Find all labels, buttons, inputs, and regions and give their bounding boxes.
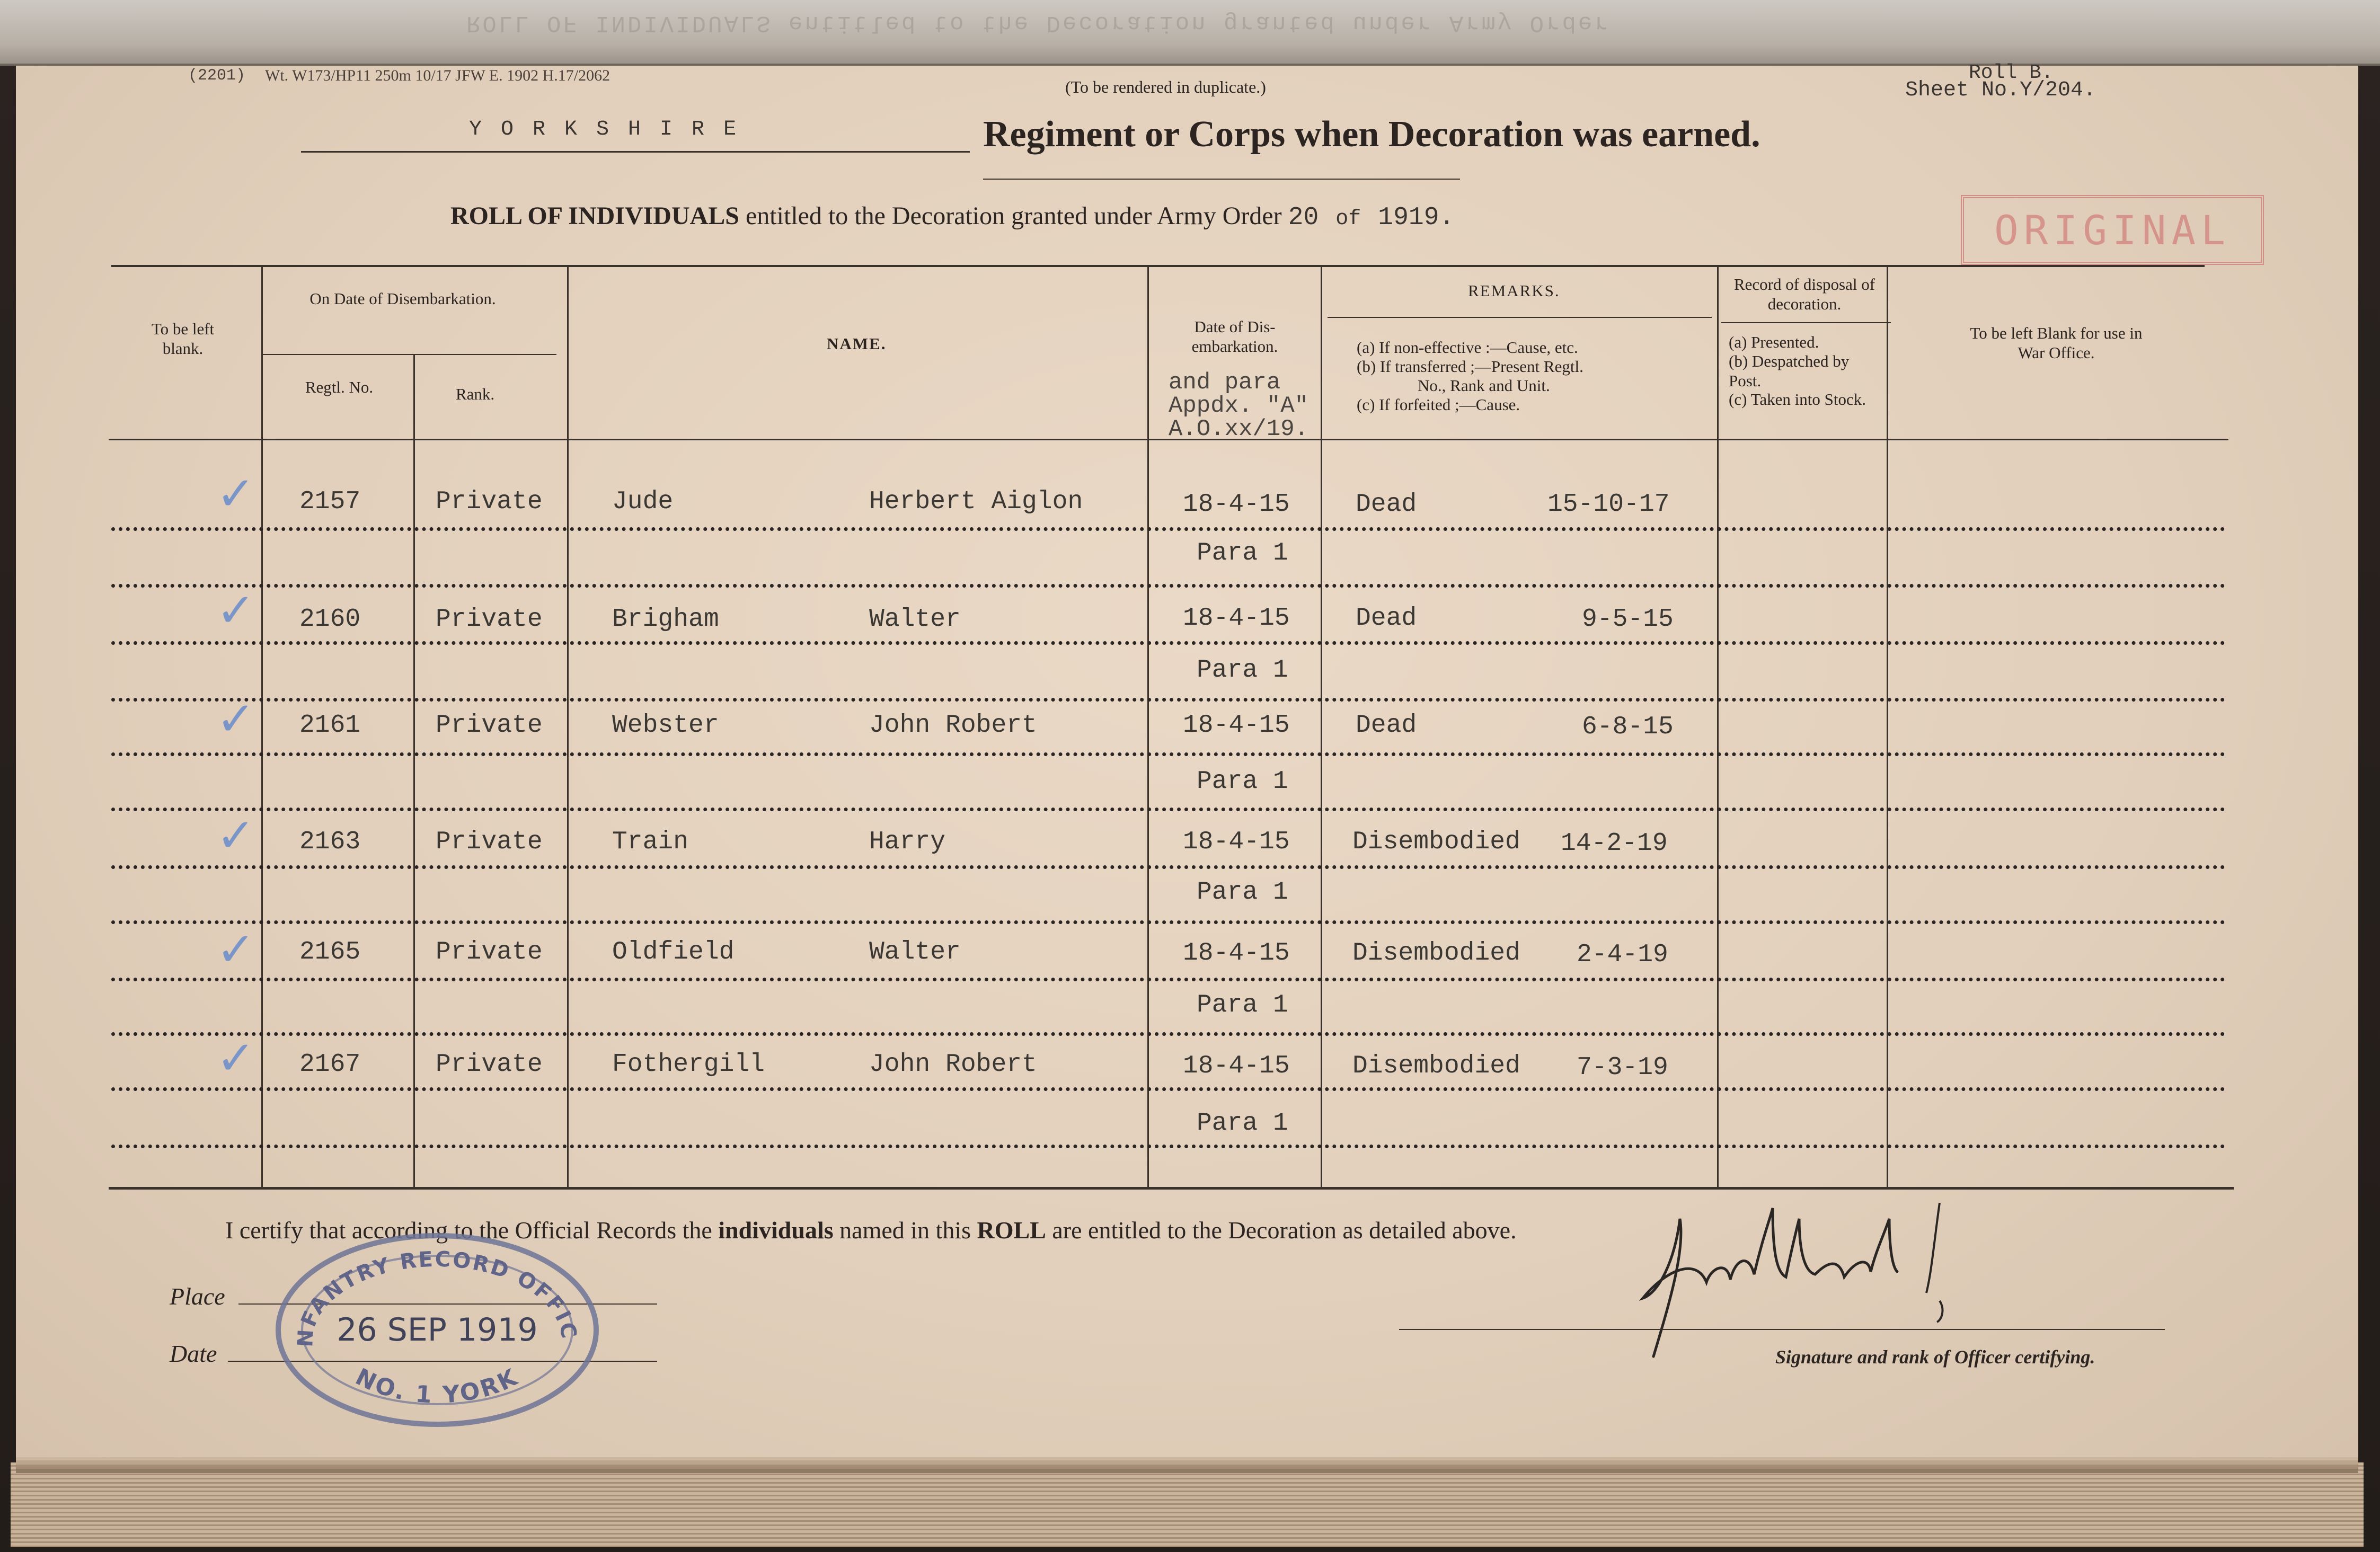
row-remark: Disembodied (1352, 1052, 1520, 1080)
row-regtl-no: 2165 (299, 938, 361, 966)
signature-scrawl (1622, 1187, 2003, 1367)
roll-title (450, 201, 1454, 232)
disposal-c: (c) Taken into Stock. (1729, 390, 1866, 409)
header-left-blank: To be left blank. (151, 320, 215, 358)
col-divider-3 (567, 266, 569, 1187)
col-divider-1 (261, 266, 263, 1187)
signature-line (1399, 1329, 2165, 1330)
dotted-line (111, 1032, 2226, 1036)
dotted-line (111, 808, 2226, 811)
header-rank: Rank. (456, 385, 495, 403)
certify-start: I certify that according to the Official Records the (225, 1217, 712, 1244)
previous-page-ghost-text: ROLL OF INDIVIDUALS entitled to the Decoration granted under Army Order (466, 10, 1611, 36)
svg-text:NO. 1 YORK (351, 1363, 524, 1409)
row-remark-date: 14-2-19 (1561, 829, 1668, 858)
row-forenames: John Robert (869, 1050, 1037, 1079)
row-remark-date: 2-4-19 (1577, 941, 1668, 969)
row-remark: Disembodied (1352, 828, 1520, 856)
header-remarks: REMARKS. (1468, 281, 1560, 300)
row-rank: Private (436, 828, 543, 856)
row-date: 18-4-15 (1183, 1052, 1290, 1080)
row-surname: Fothergill (612, 1050, 765, 1079)
row-forenames: John Robert (869, 711, 1037, 740)
col-divider-7 (1887, 266, 1888, 1187)
row-surname: Webster (612, 711, 719, 740)
row-rank: Private (436, 711, 543, 740)
stamp-date: 26 SEP 1919 (337, 1311, 538, 1349)
dotted-line (111, 920, 2226, 924)
remarks-b2: No., Rank and Unit. (1418, 376, 1550, 395)
col-divider-4 (1147, 266, 1149, 1187)
regiment-underline (301, 151, 970, 153)
header-war-office: To be left Blank for use in War Office. (1970, 324, 2143, 362)
row-rank: Private (436, 938, 543, 966)
row-surname: Brigham (612, 605, 719, 634)
certify-bold-individuals: individuals (718, 1217, 834, 1244)
roll-title-rest: entitled to the Decoration granted under Army Order (746, 202, 1282, 230)
header-date-typed: and para Appdx. "A" A.O.xx/19. (1169, 369, 1309, 442)
row-forenames: Walter (869, 938, 961, 966)
row-para: Para 1 (1197, 656, 1288, 685)
row-para: Para 1 (1197, 767, 1288, 796)
row-date: 18-4-15 (1183, 604, 1290, 633)
row-date: 18-4-15 (1183, 490, 1290, 519)
caption-underline (983, 179, 1460, 180)
certify-bold-roll: ROLL (977, 1217, 1046, 1244)
check-mark: ✓ (216, 922, 255, 977)
row-remark-date: 6-8-15 (1582, 713, 1674, 741)
title-of: of (1335, 207, 1361, 231)
row-regtl-no: 2167 (299, 1050, 361, 1079)
dotted-line (111, 752, 2226, 756)
row-remark: Dead (1356, 490, 1417, 519)
row-regtl-no: 2161 (299, 711, 361, 740)
row-para: Para 1 (1197, 1109, 1288, 1138)
check-mark: ✓ (216, 691, 255, 746)
col-divider-2 (413, 354, 415, 1187)
dotted-line (111, 978, 2226, 981)
row-rank: Private (436, 487, 543, 516)
stamp-bottom-text: NO. 1 YORK (351, 1363, 524, 1409)
regiment-name: Y O R K S H I R E (469, 118, 740, 141)
col-divider-6 (1717, 266, 1719, 1187)
dotted-line (111, 698, 2226, 702)
army-order-number: 20 (1288, 203, 1319, 232)
certify-end: are entitled to the Decoration as detailed above. (1052, 1217, 1517, 1244)
disposal-subrule (1721, 322, 1891, 323)
certify-mid: named in this (839, 1217, 971, 1244)
dotted-line (111, 641, 2226, 645)
row-remark-date: 15-10-17 (1547, 490, 1670, 519)
print-code-prefix: (2201) (188, 67, 246, 85)
row-remark: Disembodied (1352, 939, 1520, 968)
dotted-line (111, 1145, 2226, 1148)
row-surname: Train (612, 828, 689, 856)
date-label: Date (170, 1340, 217, 1367)
header-disposal: Record of disposal of decoration. (1733, 275, 1875, 313)
original-stamp: ORIGINAL (1961, 195, 2264, 265)
row-surname: Jude (612, 487, 674, 516)
check-mark: ✓ (216, 808, 255, 863)
row-forenames: Harry (869, 828, 946, 856)
remarks-subrule (1328, 317, 1712, 318)
previous-page-edge (0, 0, 2380, 66)
row-forenames: Walter (869, 605, 961, 634)
row-surname: Oldfield (612, 938, 735, 966)
header-name: NAME. (827, 334, 887, 353)
row-date: 18-4-15 (1183, 711, 1290, 740)
print-code: Wt. W173/HP11 250m 10/17 JFW E. 1902 H.17/2062 (265, 67, 611, 84)
disembark-subrule (262, 354, 556, 355)
officer-signature (1622, 1187, 2003, 1367)
row-regtl-no: 2163 (299, 828, 361, 856)
remarks-c: (c) If forfeited ;—Cause. (1357, 395, 1520, 414)
table-top-rule (111, 265, 2205, 267)
header-on-date: On Date of Disembarkation. (309, 289, 496, 308)
header-date: Date of Dis- embarkation. (1191, 317, 1278, 356)
record-office-stamp (270, 1227, 604, 1431)
dotted-line (111, 865, 2226, 869)
row-remark: Dead (1356, 604, 1417, 633)
roll-title-bold: ROLL OF INDIVIDUALS (450, 202, 739, 230)
place-label: Place (170, 1283, 225, 1310)
row-forenames: Herbert Aiglon (869, 487, 1083, 516)
row-regtl-no: 2157 (299, 487, 361, 516)
army-order-year: 1919. (1378, 203, 1455, 232)
row-regtl-no: 2160 (299, 605, 361, 634)
signature-caption: Signature and rank of Officer certifying. (1775, 1346, 2095, 1368)
stamp-oval (270, 1227, 604, 1431)
check-mark: ✓ (216, 583, 255, 637)
row-remark-date: 9-5-15 (1582, 605, 1674, 634)
header-regtl-no: Regtl. No. (305, 378, 374, 396)
row-rank: Private (436, 1050, 543, 1079)
duplicate-note: (To be rendered in duplicate.) (1065, 77, 1266, 96)
regiment-caption: Regiment or Corps when Decoration was earned. (983, 114, 1760, 155)
row-date: 18-4-15 (1183, 939, 1290, 968)
row-date: 18-4-15 (1183, 828, 1290, 856)
row-rank: Private (436, 605, 543, 634)
row-remark: Dead (1356, 711, 1417, 740)
row-para: Para 1 (1197, 878, 1288, 907)
page-edges (11, 1462, 2364, 1547)
dotted-line (111, 1087, 2226, 1091)
check-mark: ✓ (216, 1031, 255, 1085)
dotted-line (111, 584, 2226, 588)
roll-label: Roll B. (1969, 61, 2054, 84)
remarks-a: (a) If non-effective :—Cause, etc. (1357, 338, 1578, 357)
row-remark-date: 7-3-19 (1577, 1053, 1668, 1082)
row-para: Para 1 (1197, 991, 1288, 1019)
sheet-number: Sheet No.Y/204. (1905, 78, 2096, 102)
check-mark: ✓ (216, 466, 255, 521)
dotted-line (111, 527, 2226, 531)
disposal-a: (a) Presented. (1729, 333, 1819, 351)
disposal-b: (b) Despatched by Post. (1729, 352, 1850, 390)
stamp-top-text: NFANTRY RECORD OFFIC (293, 1247, 581, 1348)
row-para: Para 1 (1197, 539, 1288, 567)
remarks-b: (b) If transferred ;—Present Regtl. (1357, 357, 1583, 376)
